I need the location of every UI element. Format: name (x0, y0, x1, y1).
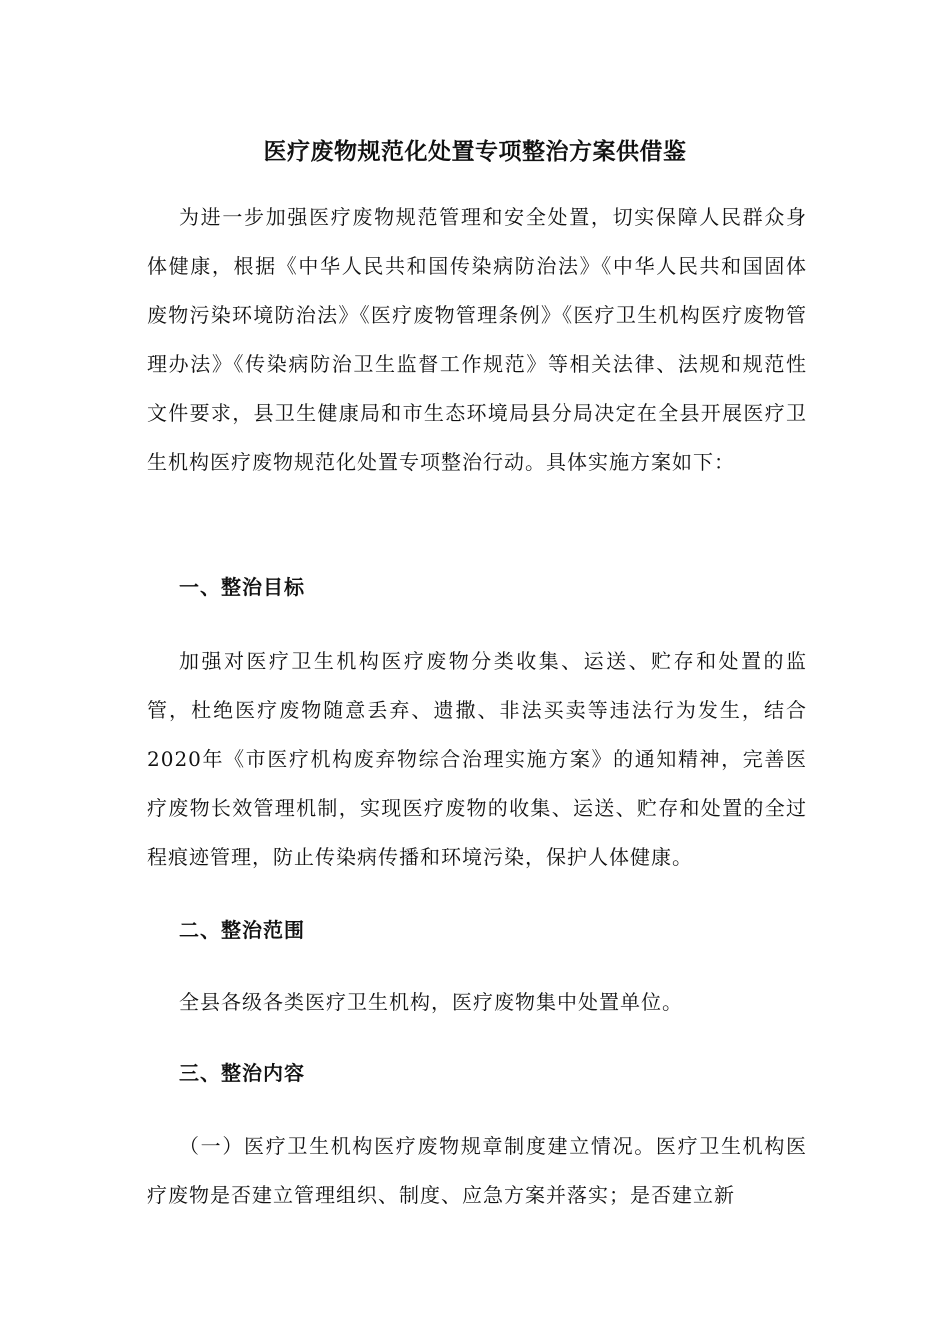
section-heading-content: 三、整治内容 (179, 1061, 305, 1085)
section-heading-goals: 一、整治目标 (179, 575, 305, 599)
document-title: 医疗废物规范化处置专项整治方案供借鉴 (263, 138, 687, 165)
section-body-content: （一）医疗卫生机构医疗废物规章制度建立情况。医疗卫生机构医疗废物是否建立管理组织、制度、应急方案并落实；是否建立新 (147, 1134, 807, 1207)
section-heading-scope: 二、整治范围 (179, 918, 305, 942)
intro-paragraph: 为进一步加强医疗废物规范管理和安全处置，切实保障人民群众身体健康，根据《中华人民共和国传染病防治法》《中华人民共和国固体废物污染环境防治法》《医疗废物管理条例》《医疗卫生机构医疗废物管理办法》《传染病防治卫生监督工作规范》等相关法律、法规和规范性文件要求，县卫生健康局和市生态环境局县分局决定在全县开展医疗卫生机构医疗废物规范化处置专项整治行动。具体实施方案如下： (147, 205, 807, 474)
section-body-goals: 加强对医疗卫生机构医疗废物分类收集、运送、贮存和处置的监管，杜绝医疗废物随意丢弃、遗撒、非法买卖等违法行为发生，结合2020年《市医疗机构废弃物综合治理实施方案》的通知精神，完善医疗废物长效管理机制，实现医疗废物的收集、运送、贮存和处置的全过程痕迹管理，防止传染病传播和环境污染，保护人体健康。 (147, 649, 807, 869)
section-body-scope: 全县各级各类医疗卫生机构，医疗废物集中处置单位。 (179, 990, 683, 1014)
